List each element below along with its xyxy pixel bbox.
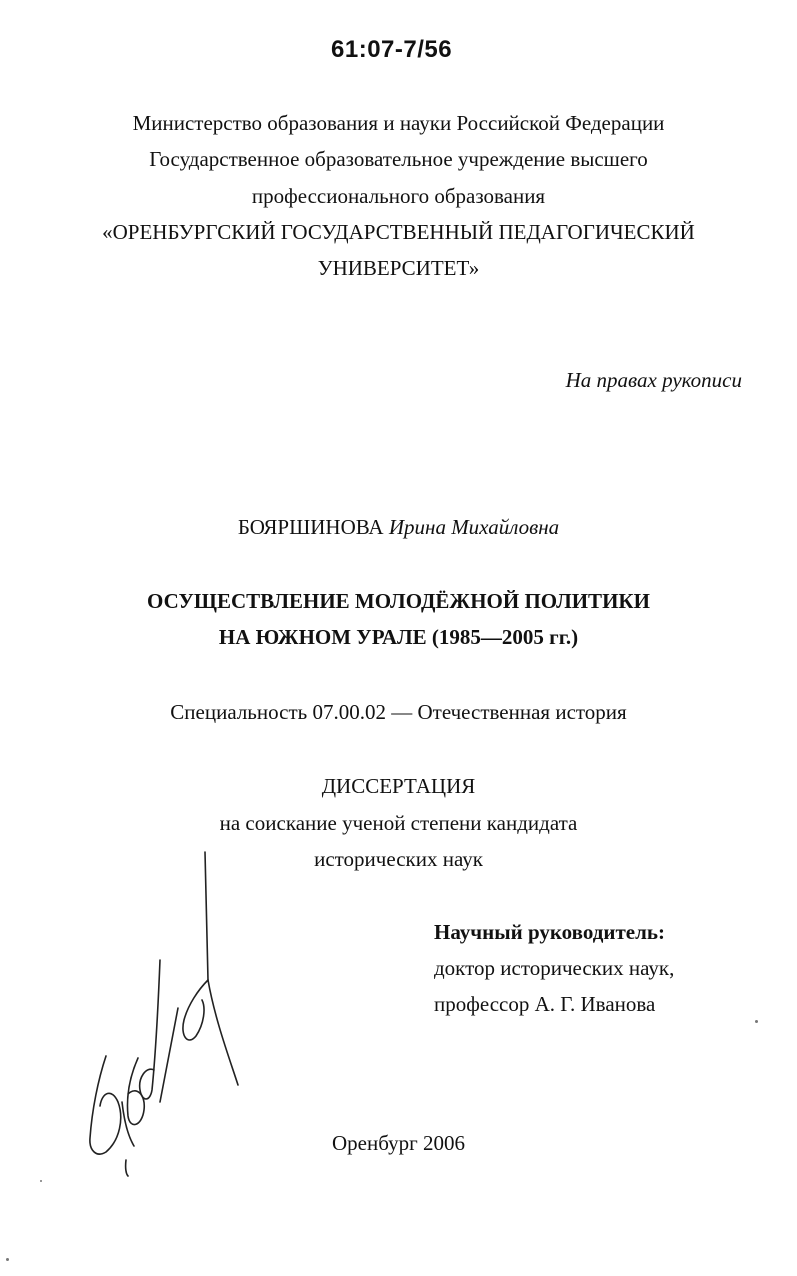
author-given-names: Ирина Михайловна <box>388 515 560 539</box>
scan-speck <box>755 1020 758 1023</box>
handwritten-signature-icon <box>80 840 250 1180</box>
thesis-title-line-2: НА ЮЖНОМ УРАЛЕ (1985—2005 гг.) <box>218 625 579 649</box>
institution-line-2: Государственное образовательное учреждение высшего <box>149 147 648 171</box>
scan-speck <box>6 1258 9 1261</box>
supervisor-degree: доктор исторических наук, <box>434 956 675 980</box>
ministry-line: Министерство образования и науки Российской Федерации <box>132 111 665 135</box>
institution-line-3: профессионального образования <box>251 184 546 208</box>
supervisor-name: профессор А. Г. Иванова <box>434 992 656 1016</box>
city-year: Оренбург 2006 <box>332 1131 465 1155</box>
thesis-title-line-1: ОСУЩЕСТВЛЕНИЕ МОЛОДЁЖНОЙ ПОЛИТИКИ <box>147 589 650 613</box>
author-name <box>0 517 797 538</box>
archive-code: 61:07-7/56 <box>331 36 453 63</box>
supervisor-heading: Научный руководитель: <box>434 920 665 944</box>
degree-line-1: на соискание ученой степени кандидата <box>219 811 578 835</box>
degree-line-2: исторических наук <box>314 847 483 871</box>
author-surname: БОЯРШИНОВА <box>237 515 384 539</box>
manuscript-note: На правах рукописи <box>565 368 742 392</box>
university-name-line-2: УНИВЕРСИТЕТ» <box>317 256 480 280</box>
document-type: ДИССЕРТАЦИЯ <box>321 774 476 798</box>
university-name-line-1: «ОРЕНБУРГСКИЙ ГОСУДАРСТВЕННЫЙ ПЕДАГОГИЧЕСКИЙ <box>102 220 695 244</box>
scan-speck <box>40 1180 42 1182</box>
speciality: Специальность 07.00.02 — Отечественная история <box>170 700 627 724</box>
